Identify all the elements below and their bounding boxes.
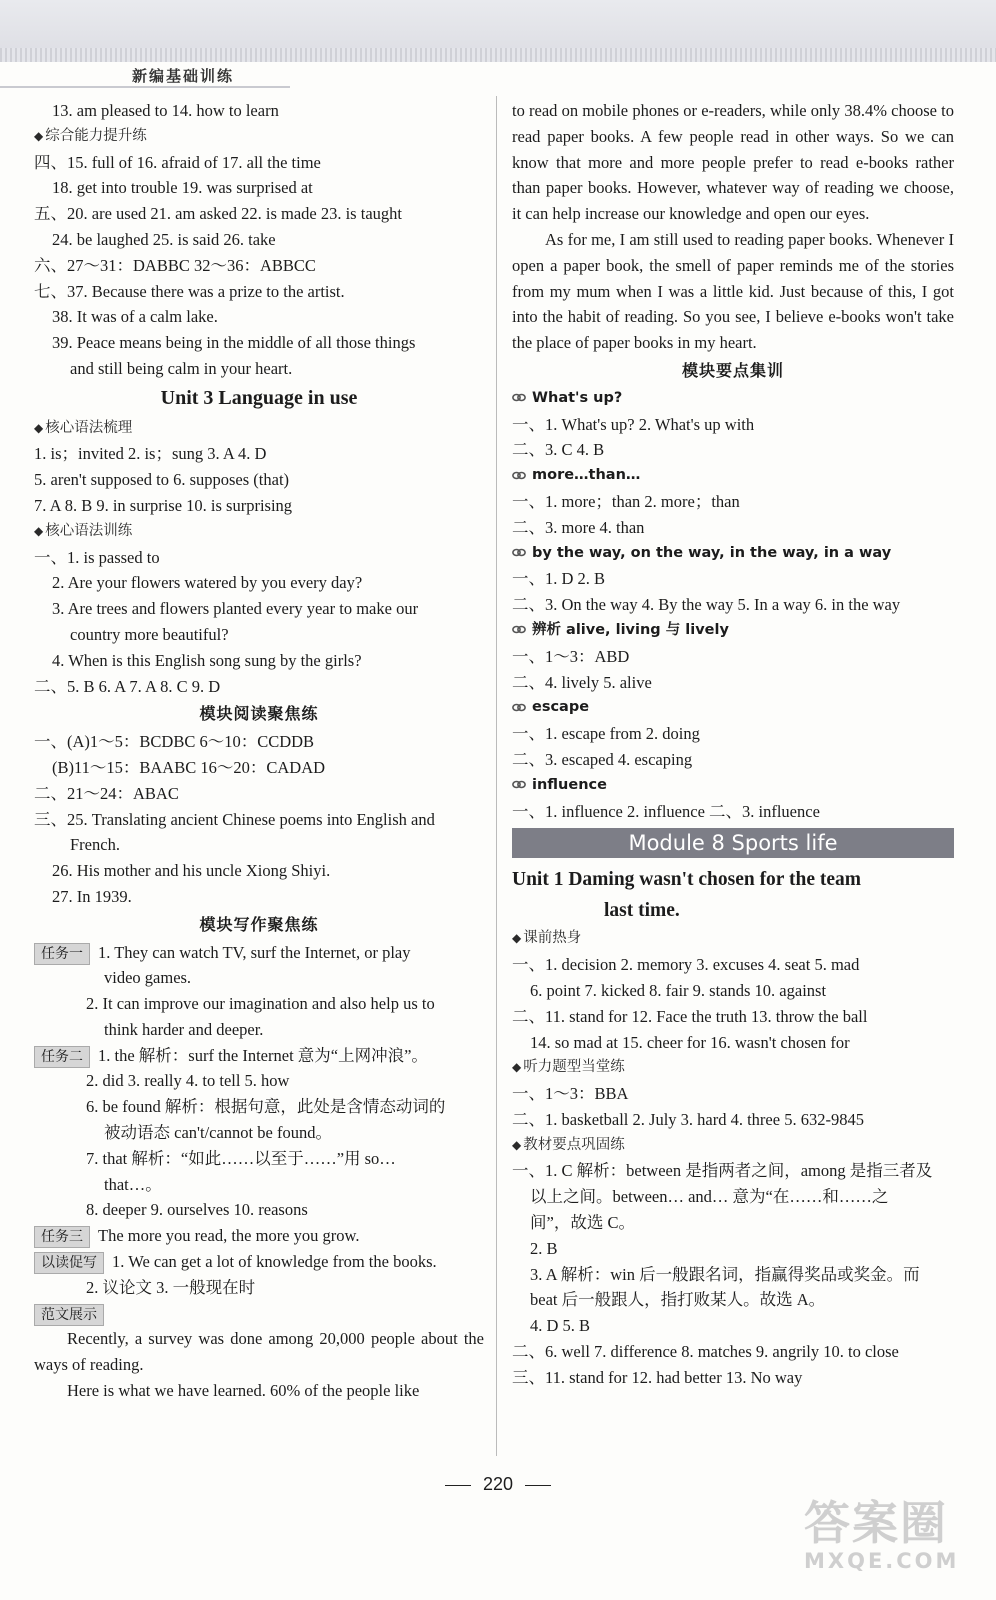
answer-line: 6. point 7. kicked 8. fair 9. stands 10. against xyxy=(530,980,827,1000)
answer-line: 间”，故选 C。 xyxy=(530,1213,635,1233)
module-banner: Module 8 Sports life xyxy=(512,828,954,858)
section-heading: ◆ 听力题型当堂练 xyxy=(512,1059,625,1076)
task-line: 以读促写 1. We can get a lot of knowledge from the books. xyxy=(34,1249,484,1275)
answer-line: 4. When is this English song sung by the girls? xyxy=(52,650,362,670)
section-title: 模块要点集训 xyxy=(681,360,784,380)
column-divider xyxy=(496,96,497,1456)
answer-line: 27. In 1939. xyxy=(52,886,132,906)
page-number: 220 xyxy=(0,1474,996,1495)
section-heading: ◆ 教材要点巩固练 xyxy=(512,1136,625,1153)
task-tag: 任务一 xyxy=(34,943,90,965)
answer-line: video games. xyxy=(104,968,192,988)
task-line: 任务三 The more you read, the more you grow. xyxy=(34,1223,484,1249)
answer-line: 五、20. are used 21. am asked 22. is made 23. is taught xyxy=(34,204,402,224)
essay-paragraph: Here is what we have learned. 60% of the people like xyxy=(67,1381,420,1401)
unit-title: Unit 3 Language in use xyxy=(160,386,358,409)
diamond-icon: ◆ xyxy=(512,1060,522,1075)
answer-line: 一、1. decision 2. memory 3. excuses 4. seat 5. mad xyxy=(512,955,860,975)
keyword-heading: What's up? xyxy=(512,386,954,412)
answer-line: 24. be laughed 25. is said 26. take xyxy=(52,229,276,249)
answer-line: 二、4. lively 5. alive xyxy=(512,672,652,692)
keyword-heading: 辨析 alive, living 与 lively xyxy=(512,618,954,644)
answer-line: beat 后一般跟人，指打败某人。故选 A。 xyxy=(530,1290,826,1310)
answer-line: 14. so mad at 15. cheer for 16. wasn't chosen for xyxy=(530,1032,850,1052)
answer-line: 2. 议论文 3. 一般现在时 xyxy=(86,1277,256,1297)
task-line: 任务一 1. They can watch TV, surf the Internet, or play xyxy=(34,940,484,966)
right-column xyxy=(512,98,954,1391)
answer-line: 2. Are your flowers watered by you every day? xyxy=(52,573,363,593)
answer-line: 二、3. On the way 4. By the way 5. In a way 6. in the way xyxy=(512,595,901,615)
answer-line: 一、1. escape from 2. doing xyxy=(512,724,700,744)
answer-line: country more beautiful? xyxy=(70,624,229,644)
answer-line: 二、3. C 4. B xyxy=(512,440,605,460)
answer-line: that…。 xyxy=(104,1174,162,1194)
link-icon xyxy=(512,779,526,790)
link-icon xyxy=(512,624,526,635)
header-band xyxy=(0,0,996,62)
link-icon xyxy=(512,470,526,481)
diamond-icon: ◆ xyxy=(34,420,44,435)
answer-line: 39. Peace means being in the middle of all those things xyxy=(52,333,416,353)
answer-line: 一、1. is passed to xyxy=(34,547,160,567)
diamond-icon: ◆ xyxy=(512,931,522,946)
answer-line: 二、21～24：ABAC xyxy=(34,783,179,803)
section-heading: ◆ 综合能力提升练 xyxy=(34,127,147,144)
answer-line: 2. did 3. really 4. to tell 5. how xyxy=(86,1071,290,1091)
task-tag: 以读促写 xyxy=(34,1252,104,1274)
keyword-heading: influence xyxy=(512,773,954,799)
essay-paragraph: As for me, I am still used to reading paper books. Whenever I open a paper book, the smell of paper reminds me of the stories from my mum when I was a little kid. Just because of this, I got into the habit of reading. So you see, I believe e-books won't take the place of paper books in my heart. xyxy=(512,229,954,353)
answer-line: 被动语态 can't/cannot be found。 xyxy=(104,1123,332,1143)
task-line: 任务二 1. the 解析：surf the Internet 意为“上网冲浪”。 xyxy=(34,1043,484,1069)
answer-line: 四、15. full of 16. afraid of 17. all the time xyxy=(34,152,321,172)
link-icon xyxy=(512,702,526,713)
answer-line: 2. B xyxy=(530,1238,558,1258)
diamond-icon: ◆ xyxy=(512,1137,522,1152)
answer-line: French. xyxy=(70,835,120,855)
left-column xyxy=(34,98,484,1404)
section-title: 模块阅读聚焦练 xyxy=(199,704,319,724)
answer-line: 38. It was of a calm lake. xyxy=(52,307,218,327)
link-icon xyxy=(512,392,526,403)
keyword-heading: more…than… xyxy=(512,463,954,489)
unit-title: Unit 1 Daming wasn't chosen for the team xyxy=(512,869,862,891)
answer-line: 一、1. C 解析：between 是指两者之间，among 是指三者及 xyxy=(512,1161,933,1181)
answer-line: (B)11～15：BAABC 16～20：CADAD xyxy=(52,757,326,777)
answer-line: 二、3. more 4. than xyxy=(512,517,645,537)
answer-line: 一、1～3：BBA xyxy=(512,1084,629,1104)
task-line xyxy=(34,1301,484,1327)
answer-line: 三、25. Translating ancient Chinese poems into English and xyxy=(34,809,435,829)
answer-line: 二、11. stand for 12. Face the truth 13. throw the ball xyxy=(512,1006,868,1026)
answer-line: 二、1. basketball 2. July 3. hard 4. three 5. 632-9845 xyxy=(512,1109,864,1129)
diamond-icon: ◆ xyxy=(34,523,44,538)
answer-line: 一、1. influence 2. influence 二、3. influence xyxy=(512,801,820,821)
task-tag: 任务三 xyxy=(34,1226,90,1248)
answer-line: 8. deeper 9. ourselves 10. reasons xyxy=(86,1200,308,1220)
answer-line: 二、6. well 7. difference 8. matches 9. angrily 10. to close xyxy=(512,1342,899,1362)
keyword-heading: by the way, on the way, in the way, in a way xyxy=(512,541,954,567)
answer-line: 5. aren't supposed to 6. supposes (that) xyxy=(34,470,290,490)
answer-line: 6. be found 解析：根据句意，此处是含情态动词的 xyxy=(86,1097,446,1117)
answer-line: 13. am pleased to 14. how to learn xyxy=(52,101,279,120)
answer-line: 4. D 5. B xyxy=(530,1316,591,1336)
header-title: 新编基础训练 xyxy=(132,67,235,85)
keyword-heading: escape xyxy=(512,695,954,721)
answer-line: 二、5. B 6. A 7. A 8. C 9. D xyxy=(34,676,221,696)
answer-line: 一、1. D 2. B xyxy=(512,569,606,589)
answer-line: 一、1～3：ABD xyxy=(512,646,630,666)
watermark-logo: 答案圈 MXQE.COM xyxy=(804,1496,960,1573)
answer-line: think harder and deeper. xyxy=(104,1019,264,1039)
dash-decoration xyxy=(525,1485,551,1486)
answer-line: 一、(A)1～5：BCDBC 6～10：CCDDB xyxy=(34,732,315,752)
section-heading: ◆ 课前热身 xyxy=(512,930,582,947)
link-icon xyxy=(512,547,526,558)
essay-paragraph: Recently, a survey was done among 20,000 people about the ways of reading. xyxy=(34,1329,484,1375)
section-title: 模块写作聚焦练 xyxy=(199,914,319,934)
diamond-icon: ◆ xyxy=(34,128,44,143)
answer-line: 26. His mother and his uncle Xiong Shiyi. xyxy=(52,861,331,881)
answer-line: 一、1. more；than 2. more；than xyxy=(512,491,740,511)
essay-paragraph: to read on mobile phones or e-readers, while only 38.4% choose to read paper books. A few people read in other ways. So we can know that more and more people prefer to read e-books rather than paper books. However, whatever way of reading we choose, it can help increase our knowledge and open our eyes. xyxy=(512,101,954,224)
answer-line: 3. A 解析：win 后一般跟名词，指赢得奖品或奖金。而 xyxy=(530,1264,920,1284)
section-heading: ◆ 核心语法训练 xyxy=(34,522,133,539)
answer-line: 以上之间。between… and… 意为“在……和……之 xyxy=(530,1187,889,1207)
answer-line: 7. A 8. B 9. in surprise 10. is surprising xyxy=(34,495,293,515)
answer-line: 七、37. Because there was a prize to the artist. xyxy=(34,281,345,301)
answer-line: and still being calm in your heart. xyxy=(70,358,293,378)
answer-line: 18. get into trouble 19. was surprised at xyxy=(52,178,313,198)
answer-line: 六、27～31：DABBC 32～36：ABBCC xyxy=(34,255,316,275)
answer-line: 三、11. stand for 12. had better 13. No way xyxy=(512,1367,803,1387)
section-heading: ◆ 核心语法梳理 xyxy=(34,419,133,436)
answer-line: 二、3. escaped 4. escaping xyxy=(512,749,693,769)
answer-line: 1. is；invited 2. is；sung 3. A 4. D xyxy=(34,444,267,464)
dash-decoration xyxy=(445,1485,471,1486)
task-tag: 任务二 xyxy=(34,1046,90,1068)
answer-line: 7. that 解析：“如此……以至于……”用 so… xyxy=(86,1148,396,1168)
answer-line: 3. Are trees and flowers planted every year to make our xyxy=(52,599,419,619)
task-tag: 范文展示 xyxy=(34,1304,104,1326)
answer-line: 一、1. What's up? 2. What's up with xyxy=(512,414,755,434)
answer-line: 2. It can improve our imagination and also help us to xyxy=(86,994,435,1014)
header-rule xyxy=(0,86,290,88)
unit-title-cont: last time. xyxy=(604,900,680,922)
